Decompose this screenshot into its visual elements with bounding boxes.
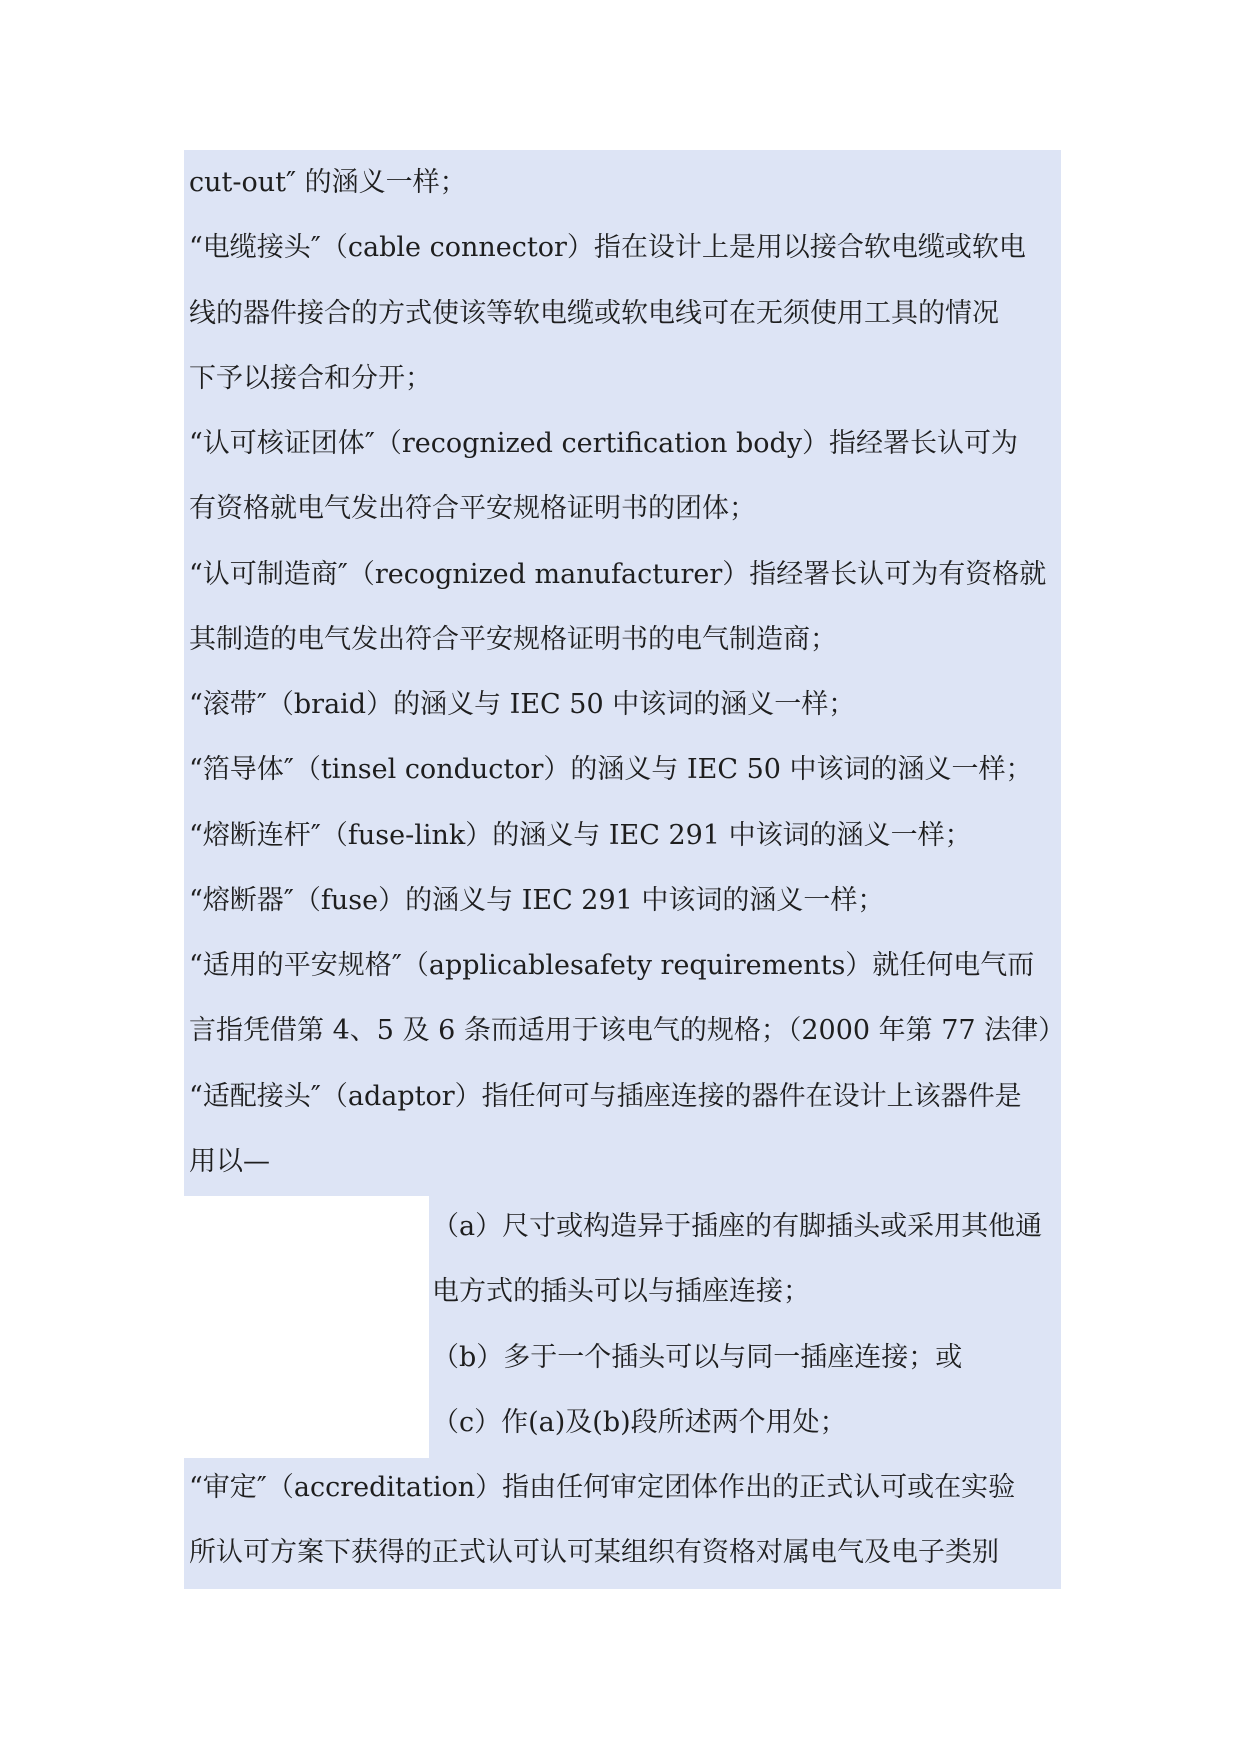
definition-line: “箔导体″（tinsel conductor）的涵义与 IEC 50 中该词的涵义一样； — [189, 754, 1033, 786]
sub-item-line: （c）作(a)及(b)段所述两个用处； — [432, 1406, 847, 1438]
definition-line: “认可制造商″（recognized manufacturer）指经署长认可为有资格就 — [189, 558, 1047, 590]
definition-line: cut-out″ 的涵义一样； — [189, 167, 467, 198]
definition-line: 线的器件接合的方式使该等软电缆或软电线可在无须使用工具的情况 — [189, 297, 999, 329]
sub-item-line: 电方式的插头可以与插座连接； — [432, 1276, 810, 1308]
definition-line: 用以— — [189, 1145, 270, 1177]
definition-line: 其制造的电气发出符合平安规格证明书的电气制造商； — [189, 623, 837, 655]
sub-item-line: （a）尺寸或构造异于插座的有脚插头或采用其他通 — [432, 1211, 1043, 1242]
definition-line: “熔断器″（fuse）的涵义与 IEC 291 中该词的涵义一样； — [189, 884, 885, 916]
definition-line: 所认可方案下获得的正式认可认可某组织有资格对属电气及电子类别 — [189, 1537, 999, 1569]
definition-line: “适配接头″（adaptor）指任何可与插座连接的器件在设计上该器件是 — [189, 1080, 1022, 1112]
definition-line: “适用的平安规格″（applicablesafety requirements）就任何电气而 — [189, 950, 1035, 981]
definition-line: “认可核证团体″（recognized certification body）指经署长认可为 — [189, 428, 1019, 459]
definition-line: “熔断连杆″（fuse-link）的涵义与 IEC 291 中该词的涵义一样； — [189, 819, 972, 851]
definition-line: “滚带″（braid）的涵义与 IEC 50 中该词的涵义一样； — [189, 689, 856, 720]
sub-item-line: （b）多于一个插头可以与同一插座连接；或 — [432, 1341, 963, 1373]
definition-line: 言指凭借第 4、5 及 6 条而适用于该电气的规格；（2000 年第 77 法律） — [189, 1015, 1066, 1047]
definition-line: “审定″（accreditation）指由任何审定团体作出的正式认可或在实验 — [189, 1472, 1016, 1503]
definition-line: 有资格就电气发出符合平安规格证明书的团体； — [189, 493, 756, 525]
document-body — [189, 150, 1065, 1586]
definition-line: 下予以接合和分开； — [189, 362, 432, 394]
definition-line: “电缆接头″（cable connector）指在设计上是用以接合软电缆或软电 — [189, 232, 1026, 264]
